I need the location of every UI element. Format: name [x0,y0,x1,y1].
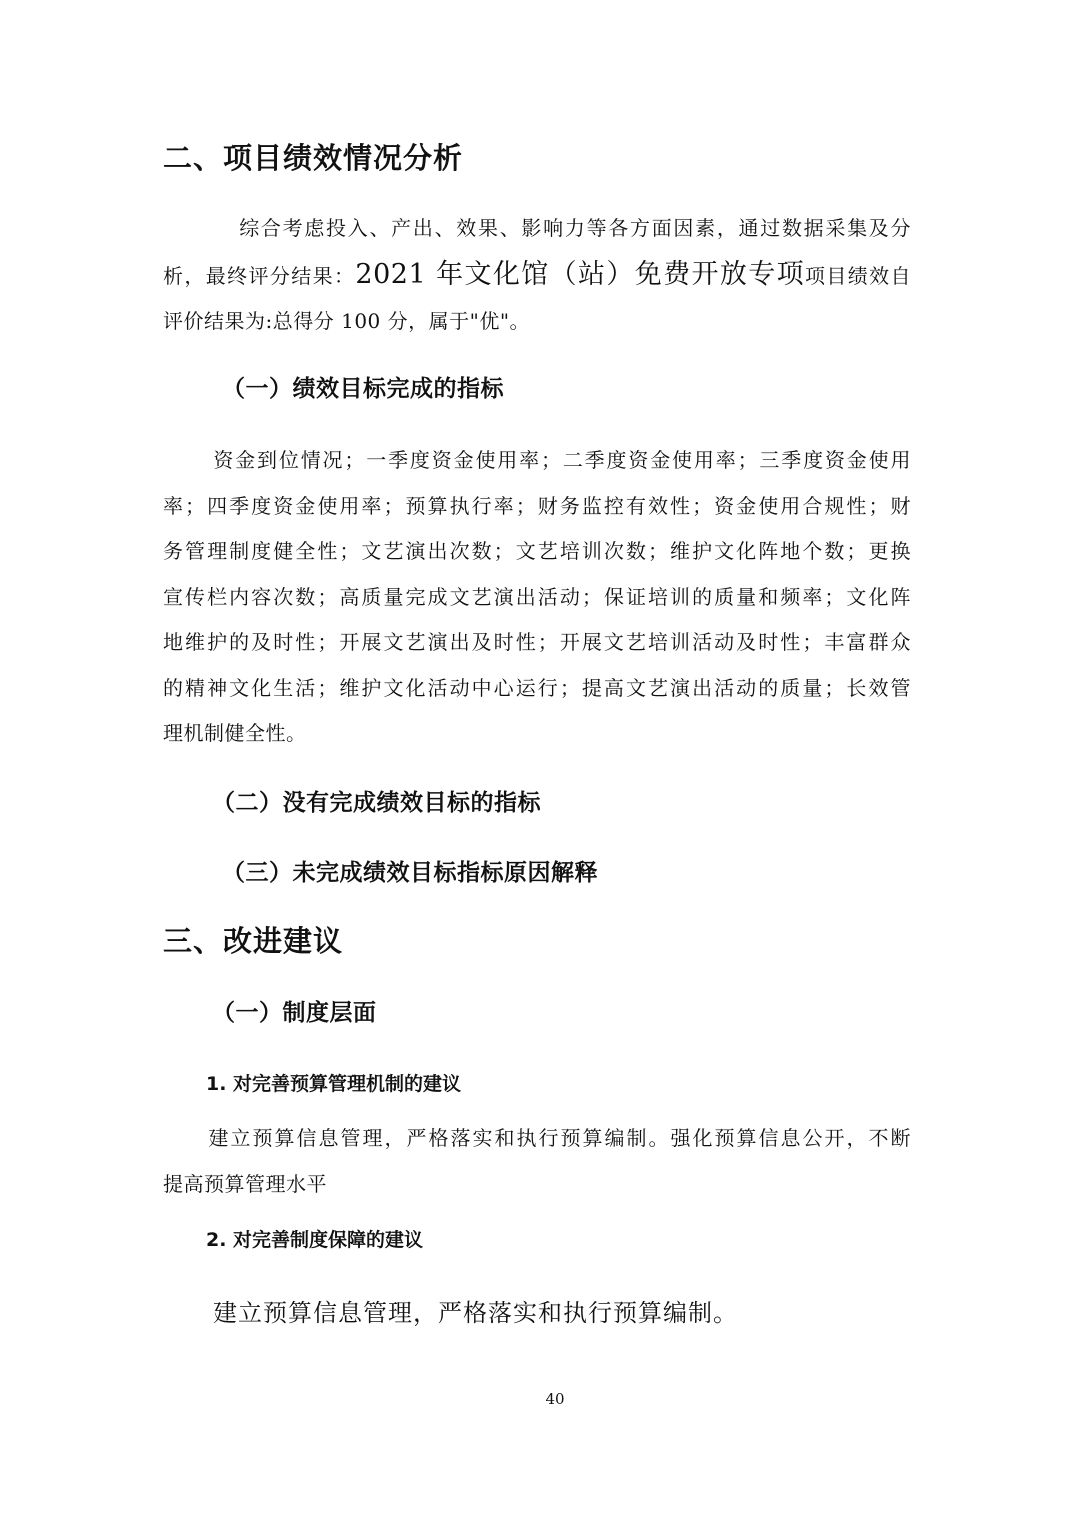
section-2-heading: 二、项目绩效情况分析 [163,141,464,175]
project-name: 2021 年文化馆（站）免费开放专项 [355,258,805,290]
indicators-line-2: 率；四季度资金使用率；预算执行率；财务监控有效性；资金使用合规性；财 [163,493,911,518]
subsection-2-heading: （二）没有完成绩效目标的指标 [212,790,541,816]
item-1-heading: 1. 对完善预算管理机制的建议 [206,1073,462,1095]
item-1-paragraph [163,1116,911,1207]
section-2-intro-paragraph [163,206,911,345]
item-1-line-1: 建立预算信息管理，严格落实和执行预算编制。强化预算信息公开，不断 [207,1126,911,1150]
indicators-line-3: 务管理制度健全性；文艺演出次数；文艺培训次数；维护文化阵地个数；更换 [163,539,911,563]
completed-indicators-paragraph [163,438,911,757]
indicators-line-7: 理机制健全性。 [163,721,307,745]
item-2-paragraph: 建立预算信息管理，严格落实和执行预算编制。 [213,1299,738,1327]
section-3-heading: 三、改进建议 [163,924,344,958]
indicators-line-6: 的精神文化生活；维护文化活动中心运行；提高文艺演出活动的质量；长效管 [163,675,911,700]
indicators-line-1: 资金到位情况；一季度资金使用率；二季度资金使用率；三季度资金使用 [212,448,911,472]
intro-line-1: 综合考虑投入、产出、效果、影响力等各方面因素，通过数据采集及分 [238,216,911,240]
indicators-line-4: 宣传栏内容次数；高质量完成文艺演出活动；保证培训的质量和频率；文化阵 [163,584,911,609]
item-2-heading: 2. 对完善制度保障的建议 [206,1229,424,1251]
subsection-1-heading: （一）绩效目标完成的指标 [222,376,504,402]
item-1-line-2: 提高预算管理水平 [163,1171,327,1196]
indicators-line-5: 地维护的及时性；开展文艺演出及时性；开展文艺培训活动及时性；丰富群众 [163,630,911,654]
intro-line-3: 评价结果为:总得分 100 分，属于"优"。 [163,309,531,333]
system-level-heading: （一）制度层面 [212,1000,377,1026]
intro-line-2: 析，最终评分结果：2021 年文化馆（站）免费开放专项项目绩效自 [163,258,912,290]
page-number: 40 [545,1390,565,1408]
subsection-3-heading: （三）未完成绩效目标指标原因解释 [222,860,598,886]
